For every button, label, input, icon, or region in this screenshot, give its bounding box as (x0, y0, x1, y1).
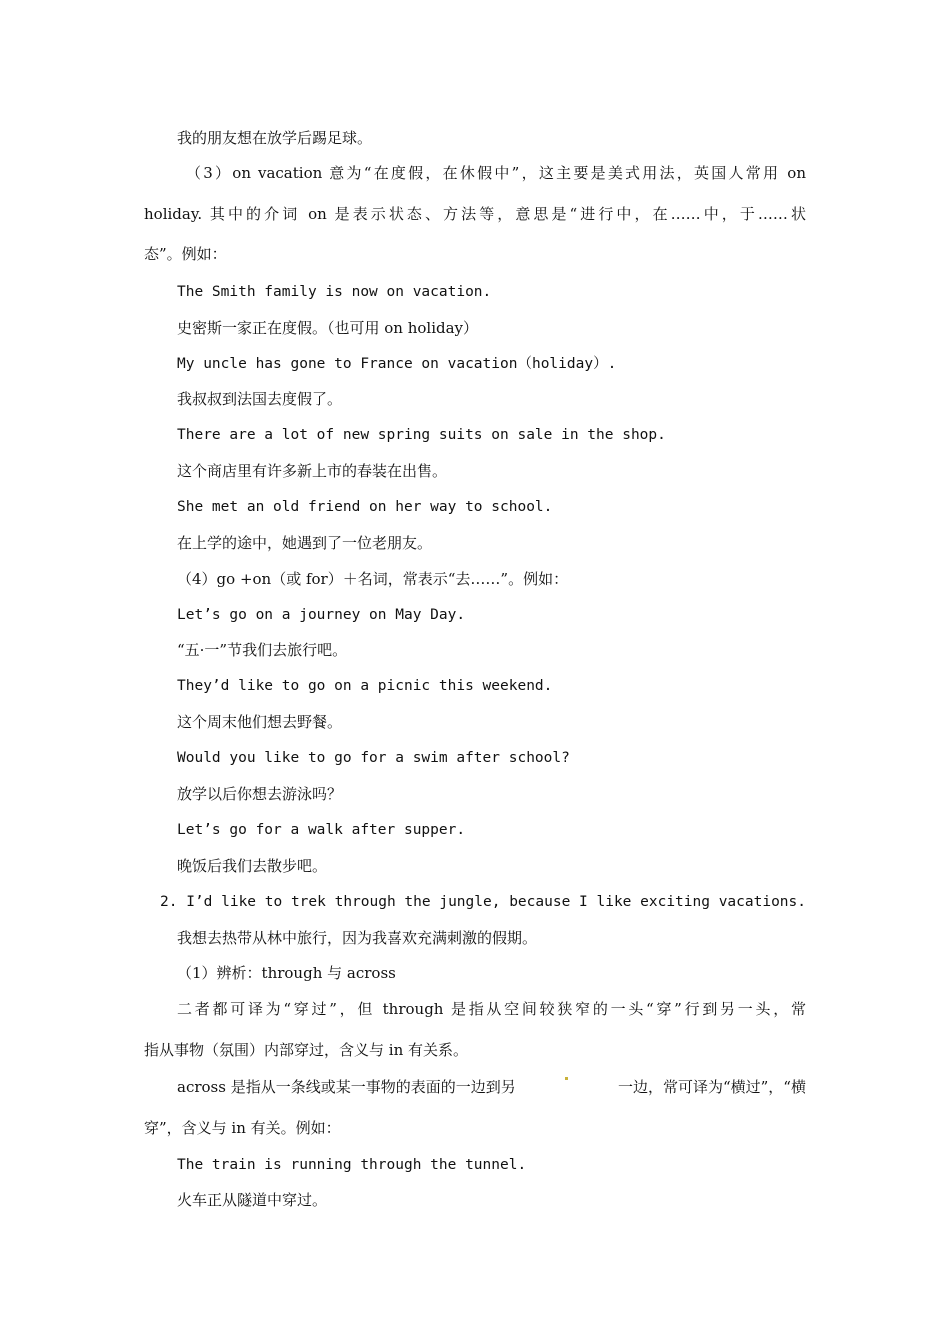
text-line-3: holiday. 其中的介词 on 是表示状态、方法等，意思是“进行中，在……中，于……状 (144, 205, 806, 223)
example-en-9: The train is running through the tunnel. (177, 1157, 527, 1173)
example-en-6: They’d like to go on a picnic this weekend. (177, 678, 553, 694)
sentence-2-zh: 我想去热带从林中旅行，因为我喜欢充满刺激的假期。 (177, 929, 538, 947)
example-en-4: She met an old friend on her way to school. (177, 499, 553, 515)
text-line-across-1-part-b: 一边，常可译为“横过”，“横 (617, 1078, 806, 1096)
text-line-4: 态”。例如： (144, 245, 227, 263)
example-en-1: The Smith family is now on vacation. (177, 284, 492, 300)
section-heading-4: （4）go +on（或 for）＋名词，常表示“去……”。例如： (177, 570, 569, 588)
example-zh-1: 史密斯一家正在度假。（也可用 on holiday） (177, 319, 479, 337)
example-zh-2: 我叔叔到法国去度假了。 (177, 390, 343, 408)
text-line-through-2: 指从事物（氛围）内部穿过，含义与 in 有关系。 (144, 1041, 468, 1059)
section-heading-1: （1）辨析：through 与 across (177, 964, 396, 982)
text-line-through-1: 二者都可译为“穿过”，但 through 是指从空间较狭窄的一头“穿”行到另一头，常 (177, 1000, 806, 1018)
example-en-5: Let’s go on a journey on May Day. (177, 607, 466, 623)
example-zh-7: 放学以后你想去游泳吗？ (177, 785, 343, 803)
sentence-2-en: 2. I’d like to trek through the jungle, because I like exciting vacations. (160, 894, 807, 910)
example-zh-9: 火车正从隧道中穿过。 (177, 1191, 328, 1209)
example-en-3: There are a lot of new spring suits on sale in the shop. (177, 427, 666, 443)
example-en-2: My uncle has gone to France on vacation（holiday）. (177, 356, 617, 372)
example-en-7: Would you like to go for a swim after school? (177, 750, 570, 766)
text-line-1: 我的朋友想在放学后踢足球。 (177, 129, 373, 147)
example-zh-8: 晚饭后我们去散步吧。 (177, 857, 328, 875)
example-zh-6: 这个周末他们想去野餐。 (177, 713, 343, 731)
text-line-2: （3）on vacation 意为“在度假，在休假中”，这主要是美式用法，英国人常用 on (186, 164, 806, 182)
example-zh-5: “五·一”节我们去旅行吧。 (177, 641, 348, 659)
text-line-across-2: 穿”，含义与 in 有关。例如： (144, 1119, 341, 1137)
example-en-8: Let’s go for a walk after supper. (177, 822, 466, 838)
text-line-across-1-part-a: across 是指从一条线或某一事物的表面的一边到另 (177, 1078, 516, 1096)
example-zh-3: 这个商店里有许多新上市的春装在出售。 (177, 462, 448, 480)
text-line-across-1 (177, 1077, 806, 1097)
example-zh-4: 在上学的途中，她遇到了一位老朋友。 (177, 534, 433, 552)
dot-mark (565, 1077, 568, 1080)
